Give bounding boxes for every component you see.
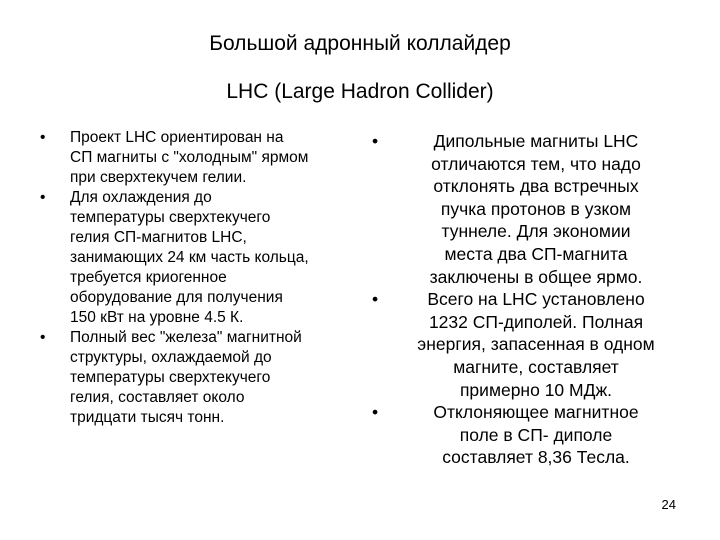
left-item-text	[70, 328, 358, 428]
left-list-item	[40, 188, 358, 328]
bullet-icon: •	[372, 131, 379, 151]
right-list-item	[372, 288, 692, 401]
text-line: отклонять два встречных	[433, 176, 639, 197]
text-line: Дипольные магниты LHC	[433, 131, 639, 151]
bullet-icon: •	[372, 289, 379, 310]
right-bullet-list	[372, 130, 692, 469]
text-line: требуется криогенное	[70, 269, 227, 286]
text-line: температуры сверхтекучего	[70, 369, 271, 386]
left-list-item	[40, 328, 358, 428]
text-line: занимающих 24 км часть кольца,	[70, 249, 309, 266]
text-line: 150 кВт на уровне 4.5 К.	[70, 309, 244, 326]
text-line: при сверхтекучем гелии.	[70, 169, 247, 186]
text-line: температуры сверхтекучего	[70, 209, 271, 226]
text-line: структуры, охлаждаемой до	[70, 349, 272, 366]
bullet-icon: •	[40, 129, 46, 146]
text-line: энергия, запасенная в одном	[417, 334, 655, 355]
text-line: Всего на LHC установлено	[427, 289, 645, 310]
slide-subtitle: LHC (Large Hadron Collider)	[226, 80, 494, 103]
right-list-item	[372, 130, 692, 288]
text-line: поле в СП- диполе	[459, 424, 613, 445]
text-line: составляет 8,36 Тесла.	[442, 447, 630, 468]
left-list-item	[40, 128, 358, 188]
right-item-text	[400, 401, 672, 469]
left-bullet-list	[40, 128, 358, 428]
slide-title: Большой адронный коллайдер	[209, 32, 511, 55]
text-line: заключены в общее ярмо.	[429, 266, 643, 287]
left-item-text	[70, 188, 358, 328]
text-line: гелия, составляет около	[70, 389, 245, 406]
text-line: места два СП-магнита	[444, 243, 628, 264]
right-list-item	[372, 401, 692, 469]
text-line: тридцати тысяч тонн.	[70, 409, 225, 426]
bullet-icon: •	[372, 402, 379, 423]
text-line: оборудование для получения	[70, 289, 283, 306]
text-line: магните, составляет	[453, 356, 619, 377]
text-line: пучка протонов в узком	[440, 198, 632, 219]
right-item-text	[400, 288, 672, 401]
text-line: примерно 10 МДж.	[459, 379, 613, 400]
left-item-text	[70, 128, 358, 188]
text-line: гелия СП-магнитов LHC,	[70, 229, 247, 246]
text-line: Для охлаждения до	[70, 189, 212, 206]
right-item-text	[400, 130, 672, 288]
text-line: 1232 СП-диполей. Полная	[428, 311, 644, 332]
text-line: Отклоняющее магнитное	[433, 402, 639, 423]
text-line: СП магниты с "холодным" ярмом	[70, 149, 309, 166]
text-line: Проект LHC ориентирован на	[70, 129, 284, 146]
text-line: отличаются тем, что надо	[431, 153, 641, 174]
bullet-icon: •	[40, 329, 46, 346]
bullet-icon: •	[40, 189, 46, 206]
text-line: туннеле. Для экономии	[441, 221, 631, 242]
text-line: Полный вес "железа" магнитной	[70, 329, 302, 346]
page-number: 24	[661, 497, 676, 512]
